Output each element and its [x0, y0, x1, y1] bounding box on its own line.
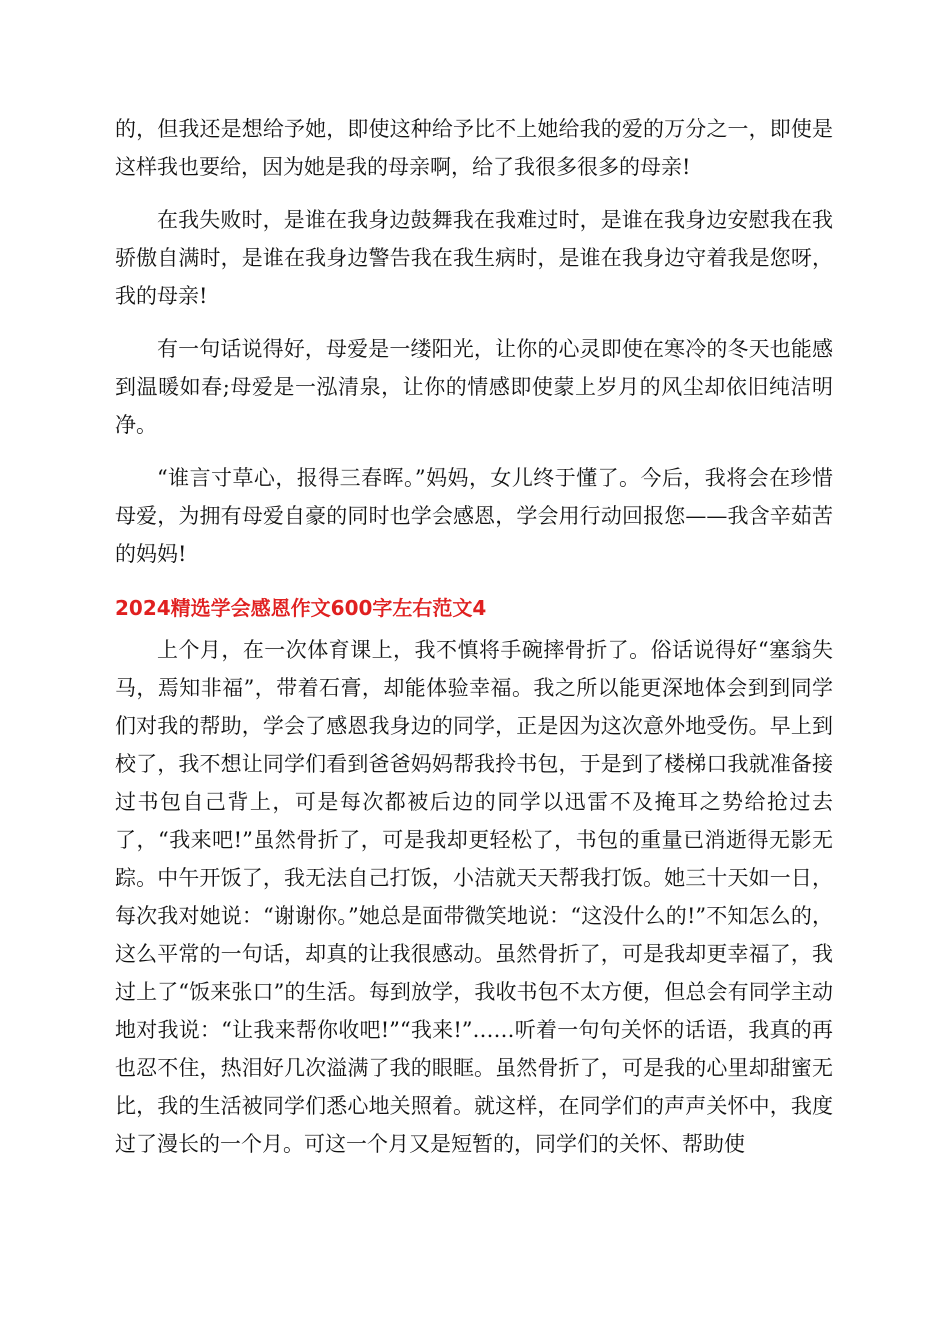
paragraph: 在我失败时，是谁在我身边鼓舞我在我难过时，是谁在我身边安慰我在我骄傲自满时，是谁在我身边警告我在我生病时，是谁在我身边守着我是您呀，我的母亲!	[115, 208, 833, 308]
paragraph: “谁言寸草心，报得三春晖。”妈妈，女儿终于懂了。今后，我将会在珍惜母爱，为拥有母爱自豪的同时也学会感恩，学会用行动回报您——我含辛茹苦的妈妈!	[115, 466, 833, 566]
paragraph: 上个月，在一次体育课上，我不慎将手碗摔骨折了。俗话说得好“塞翁失马，焉知非福”，带着石膏，却能体验幸福。我之所以能更深地体会到到同学们对我的帮助，学会了感恩我身边的同学，正是因为这次意外地受伤。早上到校了，我不想让同学们看到爸爸妈妈帮我拎书包，于是到了楼梯口我就准备接过书包自己背上，可是每次都被后边的同学以迅雷不及掩耳之势给抢过去了，“我来吧!”虽然骨折了，可是我却更轻松了，书包的重量已消逝得无影无踪。中午开饭了，我无法自己打饭，小洁就天天帮我打饭。她三十天如一日，每次我对她说：“谢谢你。”她总是面带微笑地说：“这没什么的!”不知怎么的，这么平常的一句话，却真的让我很感动。虽然骨折了，可是我却更幸福了，我过上了“饭来张口”的生活。每到放学，我收书包不太方便，但总会有同学主动地对我说：“让我来帮你收吧!”“我来!”……听着一句句关怀的话语，我真的再也忍不住，热泪好几次溢满了我的眼眶。虽然骨折了，可是我的心里却甜蜜无比，我的生活被同学们悉心地关照着。就这样，在同学们的声声关怀中，我度过了漫长的一个月。可这一个月又是短暂的，同学们的关怀、帮助使	[115, 638, 833, 1156]
document-body	[115, 110, 833, 1163]
section-heading: 2024精选学会感恩作文600字左右范文4	[115, 596, 487, 620]
paragraph: 有一句话说得好，母爱是一缕阳光，让你的心灵即使在寒冷的冬天也能感到温暖如春;母爱是一泓清泉，让你的情感即使蒙上岁月的风尘却依旧纯洁明净。	[115, 337, 833, 437]
paragraph-continuation: 的，但我还是想给予她，即使这种给予比不上她给我的爱的万分之一，即使是这样我也要给，因为她是我的母亲啊，给了我很多很多的母亲!	[115, 117, 833, 179]
